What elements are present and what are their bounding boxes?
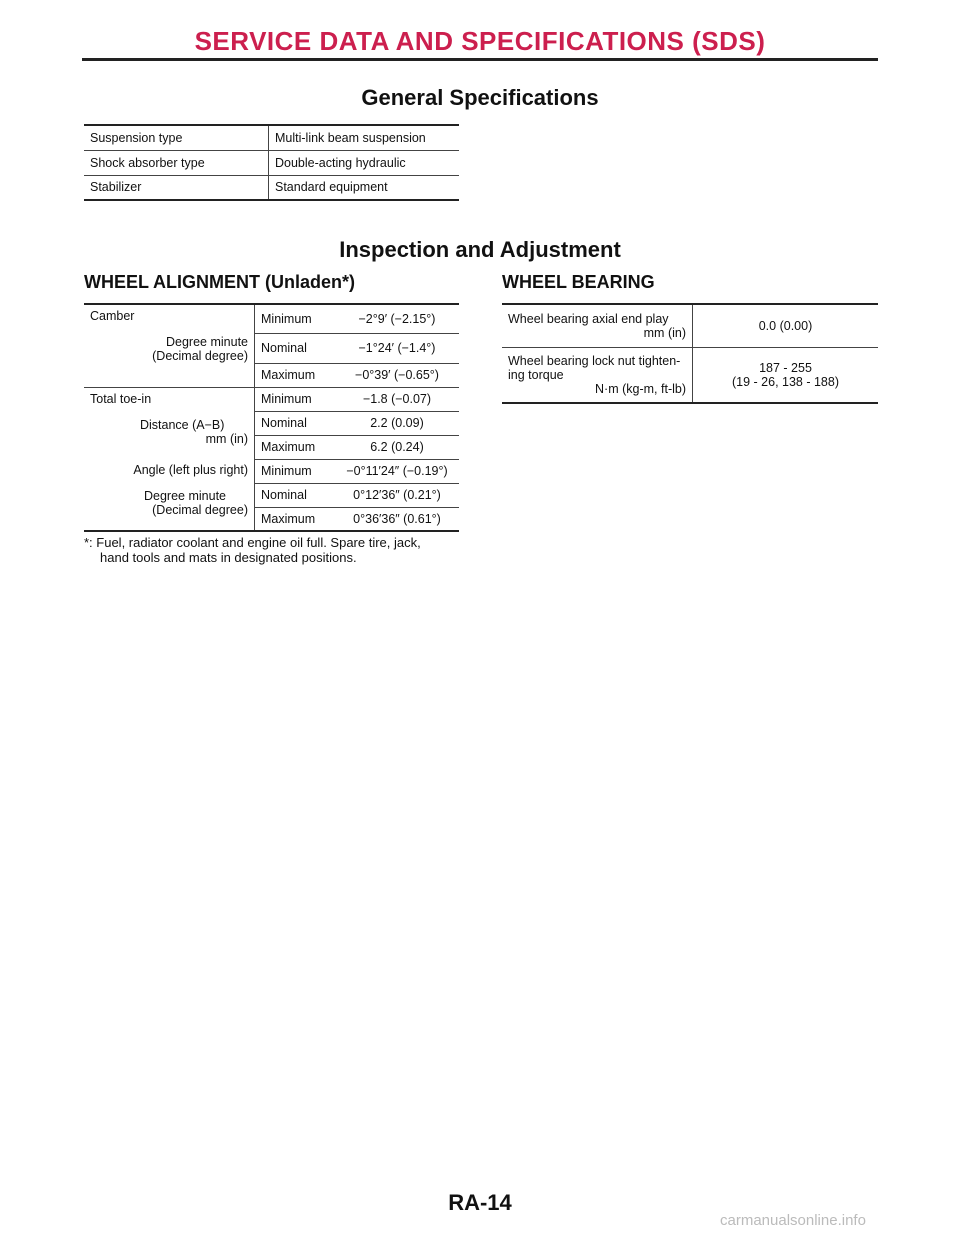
nom-label: Nominal (255, 334, 336, 364)
label-text: Wheel bearing lock nut tighten- (508, 353, 681, 368)
min-label: Minimum (255, 304, 336, 334)
nom-label: Nominal (255, 411, 336, 435)
unit-text: mm (in) (643, 325, 686, 340)
bearing-endplay-value: 0.0 (0.00) (693, 304, 879, 347)
unit-text: N·m (kg-m, ft-lb) (595, 381, 686, 396)
inspection-title: Inspection and Adjustment (339, 237, 621, 262)
general-spec-title: General Specifications (361, 85, 599, 110)
camber-nom: −1°24′ (−1.4°) (335, 334, 459, 364)
camber-text: Camber (90, 309, 135, 323)
table-row (84, 150, 459, 175)
wheel-alignment-table (84, 303, 459, 532)
angle-nom: 0°12′36″ (0.21°) (335, 483, 459, 507)
table-row (84, 125, 459, 150)
angle-label (84, 459, 255, 531)
camber-label (84, 304, 255, 363)
spec-label: Stabilizer (84, 175, 269, 200)
wheel-alignment-heading: WHEEL ALIGNMENT (Unladen*) (84, 272, 355, 292)
unit-text: Degree minute (166, 335, 248, 349)
label-text: ing torque (508, 367, 564, 382)
toe-text: Total toe-in (90, 391, 152, 406)
bearing-torque-value (693, 347, 879, 403)
spec-value: Standard equipment (275, 180, 388, 195)
alignment-footnote (84, 535, 464, 565)
footnote-line: *: Fuel, radiator coolant and engine oil full. Spare tire, jack, (84, 535, 421, 550)
unit-text: Distance (A−B) (140, 417, 225, 432)
table-row (502, 304, 878, 347)
unit-text: (Decimal degree) (152, 503, 248, 517)
table-row (84, 363, 459, 387)
wheel-bearing-heading: WHEEL BEARING (502, 272, 655, 292)
max-label: Maximum (261, 511, 316, 526)
angle-text: Angle (left plus right) (133, 463, 248, 477)
distance-max: 6.2 (0.24) (335, 435, 459, 459)
table-row (84, 304, 459, 334)
toe-label (84, 387, 255, 459)
watermark: carmanualsonline.info (720, 1212, 866, 1229)
header-rule (82, 58, 878, 61)
value-text: 187 - 255 (759, 360, 812, 375)
spec-label: Shock absorber type (84, 150, 269, 175)
max-label: Maximum (255, 435, 336, 459)
table-row (84, 459, 459, 483)
nom-label: Nominal (255, 483, 336, 507)
unit-text: (Decimal degree) (152, 349, 248, 363)
page-number: RA-14 (448, 1190, 512, 1215)
camber-min: −2°9′ (−2.15°) (335, 304, 459, 334)
table-row (84, 387, 459, 411)
value-text: (19 - 26, 138 - 188) (731, 374, 839, 389)
label-text: Wheel bearing axial end play (508, 311, 669, 326)
bearing-torque-label (502, 347, 693, 403)
camber-max: −0°39′ (−0.65°) (335, 363, 459, 387)
distance-nom: 2.2 (0.09) (335, 411, 459, 435)
bearing-endplay-label (502, 304, 693, 347)
general-spec-table (84, 124, 459, 201)
wheel-bearing-table (502, 303, 878, 404)
unit-text: Degree minute (144, 489, 226, 503)
unit-text: mm (in) (205, 431, 248, 446)
distance-min: −1.8 (−0.07) (335, 387, 459, 411)
spec-value: Multi-link beam suspension (269, 125, 460, 150)
table-row (502, 347, 878, 403)
table-row (84, 175, 459, 200)
min-label: Minimum (255, 459, 336, 483)
max-label: Maximum (255, 363, 336, 387)
min-label: Minimum (255, 387, 336, 411)
section-header: SERVICE DATA AND SPECIFICATIONS (SDS) (194, 26, 766, 56)
spec-value: Double-acting hydraulic (269, 150, 460, 175)
footnote-line: hand tools and mats in designated positions. (100, 550, 357, 565)
camber-filler (84, 363, 255, 387)
angle-min: −0°11′24″ (−0.19°) (335, 459, 459, 483)
angle-max: 0°36′36″ (0.61°) (353, 511, 441, 526)
spec-label: Suspension type (84, 125, 269, 150)
